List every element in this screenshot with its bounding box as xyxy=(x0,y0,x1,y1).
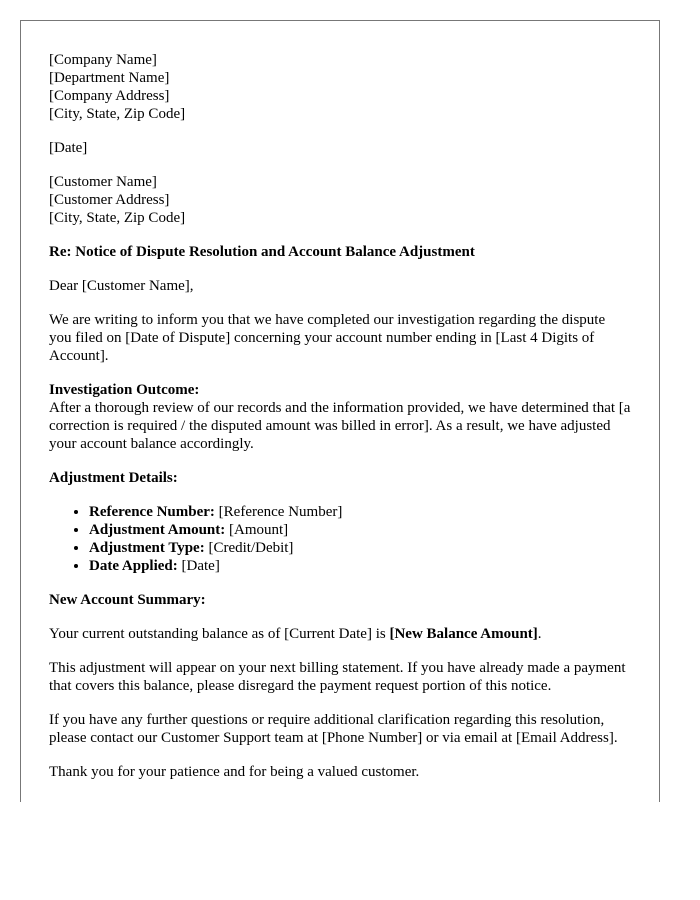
recipient-name: [Customer Name] xyxy=(49,174,157,190)
list-item-adjustment-type xyxy=(89,539,631,557)
adjustment-heading xyxy=(49,469,631,487)
investigation-heading: Investigation Outcome: xyxy=(49,382,200,398)
list-item-label: Date Applied: xyxy=(89,558,178,574)
list-item-adjustment-amount xyxy=(89,521,631,539)
list-item-value: [Date] xyxy=(177,558,220,574)
recipient-address-block xyxy=(49,173,631,227)
investigation-section xyxy=(49,381,631,453)
adjustment-details-list xyxy=(49,503,631,575)
summary-heading-text: New Account Summary: xyxy=(49,592,206,608)
salutation: Dear [Customer Name], xyxy=(49,278,194,294)
summary-heading xyxy=(49,591,631,609)
recipient-city-state-zip: [City, State, Zip Code] xyxy=(49,210,186,226)
sender-company-address: [Company Address] xyxy=(49,88,170,104)
letter-date: [Date] xyxy=(49,140,88,156)
summary-paragraph xyxy=(49,625,631,643)
list-item-label: Adjustment Type: xyxy=(89,540,205,556)
subject-line xyxy=(49,243,631,261)
letter-page xyxy=(20,20,660,802)
sender-company-name: [Company Name] xyxy=(49,52,157,68)
statement-paragraph: This adjustment will appear on your next billing statement. If you have already made a payment that covers this balance, please disregard the payment request portion of this notice. xyxy=(49,660,626,694)
contact-paragraph: If you have any further questions or require additional clarification regarding this resolution, please contact our Customer Support team at [Phone Number] or via email at [Email Address]. xyxy=(49,712,618,746)
sender-address-block xyxy=(49,51,631,123)
summary-text-before: Your current outstanding balance as of [Current Date] is xyxy=(49,626,390,642)
list-item-label: Adjustment Amount: xyxy=(89,522,226,538)
list-item-label: Reference Number: xyxy=(89,504,215,520)
sender-city-state-zip: [City, State, Zip Code] xyxy=(49,106,186,122)
list-item-value: [Amount] xyxy=(225,522,289,538)
intro-paragraph: We are writing to inform you that we have completed our investigation regarding the dispute you filed on [Date of Dispute] concerning your account number ending in [Last 4 Digits of Account]. xyxy=(49,312,606,364)
recipient-address: [Customer Address] xyxy=(49,192,170,208)
summary-text-after: . xyxy=(537,626,542,642)
new-balance-amount: [New Balance Amount] xyxy=(389,626,538,642)
list-item-date-applied xyxy=(89,557,631,575)
adjustment-heading-text: Adjustment Details: xyxy=(49,470,178,486)
subject-text: Re: Notice of Dispute Resolution and Account Balance Adjustment xyxy=(49,244,475,260)
list-item-reference-number xyxy=(89,503,631,521)
investigation-text: After a thorough review of our records and the information provided, we have determined that [a correction is required / the disputed amount was billed in error]. As a result, we have adjusted your account balance accordingly. xyxy=(49,400,631,452)
sender-department-name: [Department Name] xyxy=(49,70,170,86)
closing-paragraph: Thank you for your patience and for being a valued customer. xyxy=(49,764,420,780)
list-item-value: [Reference Number] xyxy=(214,504,343,520)
list-item-value: [Credit/Debit] xyxy=(204,540,294,556)
